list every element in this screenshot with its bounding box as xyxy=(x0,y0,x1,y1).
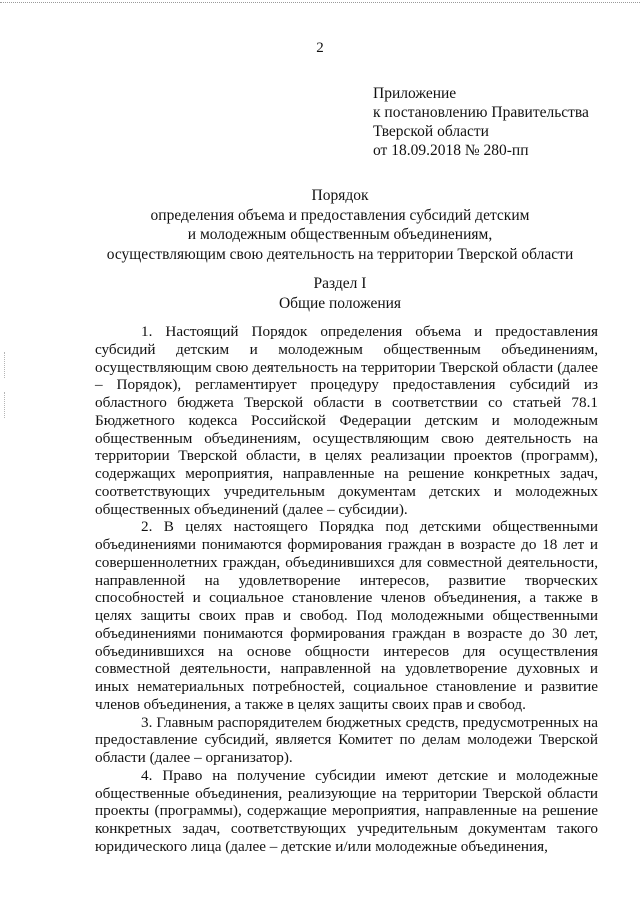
scan-margin-mark xyxy=(4,352,5,378)
paragraph: 2. В целях настоящего Порядка под детскими общественными объединениями понимаются формирования граждан в возрасте до 18 лет и совершеннолетних граждан, объединившихся для совместной деятельности, направленной на удовлетворение интересов, развитие творческих способностей и социальное становление членов объединения, а также в целях защиты своих прав и свобод. Под молодежными общественными объединениями понимаются формирования граждан в возрасте до 30 лет, объединившихся на основе общности интересов для осуществления совместной деятельности, направленной на удовлетворение духовных и иных нематериальных потребностей, социальное становление и развитие членов объединения, а также в целях защиты своих прав и свобод. xyxy=(95,518,598,713)
page-number: 2 xyxy=(316,40,324,56)
appendix-line: Приложение xyxy=(373,85,457,102)
paragraph: 4. Право на получение субсидии имеют детские и молодежные общественные объединения, реализующие на территории Тверской области проекты (программы), содержащие мероприятия, направленные на решение конкретных задач, соответствующих учредительным документам такого юридического лица (далее – детские и/или молодежные объединения, xyxy=(95,766,598,855)
appendix-line: от 18.09.2018 № 280-пп xyxy=(373,142,529,159)
title-line: Порядок xyxy=(311,187,369,204)
section-number: Раздел I xyxy=(313,275,367,292)
section-name: Общие положения xyxy=(278,294,402,312)
appendix-line: к постановлению Правительства xyxy=(373,104,589,121)
top-scan-border xyxy=(0,2,640,3)
title-line: осуществляющим свою деятельность на территории Тверской области xyxy=(106,245,574,263)
section-heading xyxy=(40,274,640,313)
title-line: определения объема и предоставления субсидий детским xyxy=(150,206,530,224)
paragraph: 1. Настоящий Порядок определения объема и предоставления субсидий детским и молодежным общественным объединениям, осуществляющим свою деятельность на территории Тверской области (далее – Порядок), регламентирует процедуру предоставления субсидий из областного бюджета Тверской области в соответствии со статьей 78.1 Бюджетного кодекса Российской Федерации детским и молодежным общественным объединениям, осуществляющим свою деятельность на территории Тверской области, в целях реализации проектов (программ), содержащих мероприятия, направленные на решение конкретных задач, соответствующих учредительным документам детских и молодежных общественных объединений (далее – субсидии). xyxy=(95,323,598,518)
paragraph: 3. Главным распорядителем бюджетных средств, предусмотренных на предоставление субсидий, является Комитет по делам молодежи Тверской области (далее – организатор). xyxy=(95,713,598,766)
body-text xyxy=(95,323,598,856)
document-title xyxy=(40,186,640,264)
scan-margin-mark xyxy=(4,392,5,418)
appendix-block xyxy=(373,84,589,160)
appendix-line: Тверской области xyxy=(373,123,489,140)
title-line: и молодежным общественным объединениям, xyxy=(187,226,493,244)
